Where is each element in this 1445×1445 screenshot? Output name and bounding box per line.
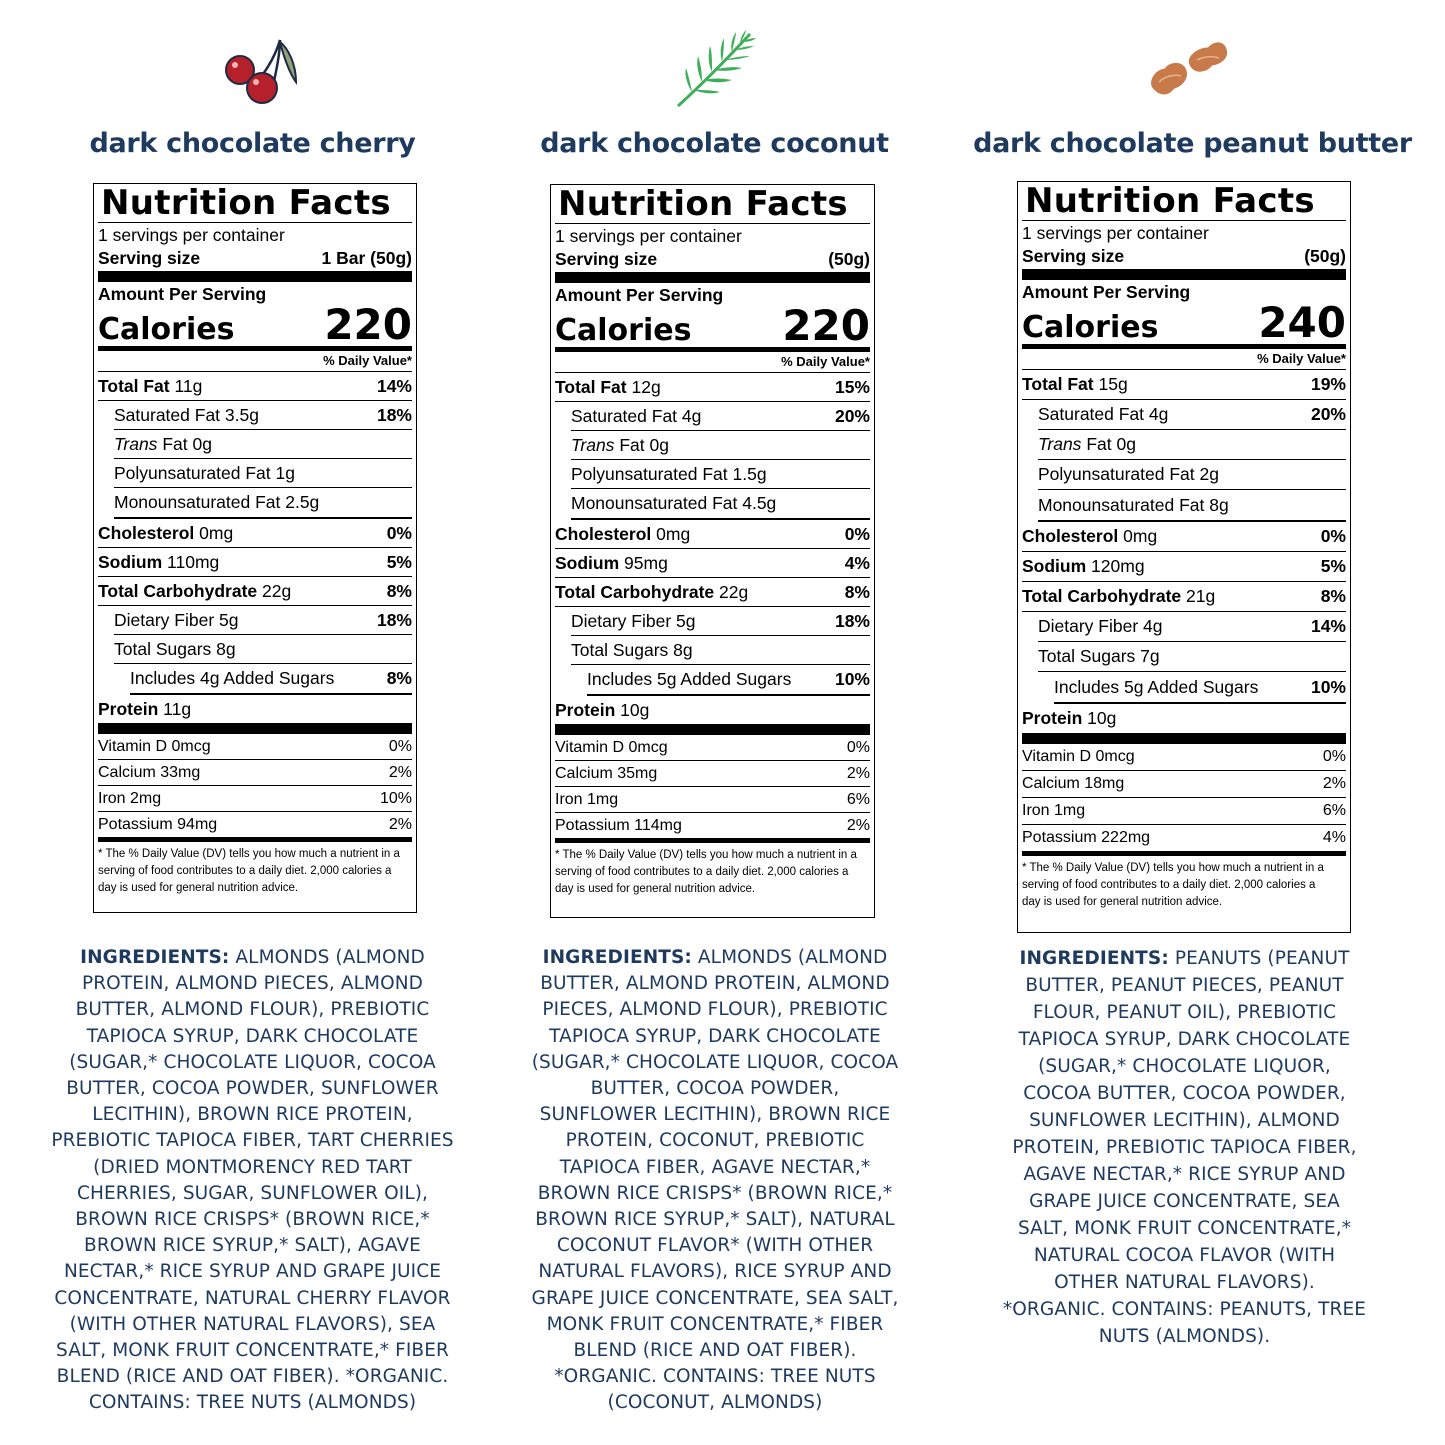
serving-size: Serving size (50g) <box>1022 245 1346 280</box>
amount-per-serving: Amount Per Serving <box>98 284 267 304</box>
vitamin-d-row: Vitamin D 0mcg 0% <box>98 734 412 760</box>
iron-row: Iron 2mg 10% <box>98 786 412 812</box>
protein-row: Protein 10g <box>1022 704 1346 744</box>
calories-row: Calories 220 <box>555 301 870 350</box>
saturated-fat-row: Saturated Fat 3.5g 18% <box>114 401 412 430</box>
palm-leaf-icon <box>670 28 758 112</box>
amount-per-serving: Amount Per Serving <box>1022 282 1191 302</box>
nutrition-facts-heading: Nutrition Facts <box>98 184 412 223</box>
daily-value-footnote: * The % Daily Value (DV) tells you how much a nutrient in a serving of food contributes to a daily diet. 2,000 calories a day is used for general nutrition advice. <box>1022 862 1324 908</box>
total-carbohydrate-row: Total Carbohydrate 21g 8% <box>1022 582 1346 612</box>
cholesterol-row: Cholesterol 0mg 0% <box>555 520 870 549</box>
daily-value-header: % Daily Value* <box>555 352 870 373</box>
peanut-icon <box>1145 40 1235 106</box>
servings-per-container: 1 servings per container <box>555 226 742 246</box>
dietary-fiber-row: Dietary Fiber 4g 14% <box>1038 612 1346 642</box>
polyunsaturated-fat-row: Polyunsaturated Fat 2g <box>1038 460 1346 490</box>
serving-size: Serving size (50g) <box>555 248 870 283</box>
cholesterol-row: Cholesterol 0mg 0% <box>1022 522 1346 552</box>
product-title: dark chocolate peanut butter <box>973 128 1412 159</box>
daily-value-footnote: * The % Daily Value (DV) tells you how much a nutrient in a serving of food contributes to a daily diet. 2,000 calories a day is used for general nutrition advice. <box>98 848 400 894</box>
protein-row: Protein 10g <box>555 696 870 735</box>
added-sugars-row: Includes 5g Added Sugars 10% <box>587 665 870 696</box>
monounsaturated-fat-row: Monounsaturated Fat 2.5g <box>114 488 412 519</box>
calcium-row: Calcium 18mg 2% <box>1022 771 1346 798</box>
saturated-fat-row: Saturated Fat 4g 20% <box>1038 400 1346 430</box>
nutrition-facts-panel <box>93 183 417 913</box>
nutrition-facts-panel <box>550 184 875 918</box>
calcium-row: Calcium 35mg 2% <box>555 761 870 787</box>
product-title: dark chocolate coconut <box>540 128 889 159</box>
potassium-row: Potassium 222mg 4% <box>1022 825 1346 856</box>
iron-row: Iron 1mg 6% <box>1022 798 1346 825</box>
monounsaturated-fat-row: Monounsaturated Fat 4.5g <box>571 489 870 520</box>
nutrition-facts-heading: Nutrition Facts <box>1022 182 1346 221</box>
total-fat-row: Total Fat 11g 14% <box>98 372 412 401</box>
amount-per-serving: Amount Per Serving <box>555 285 724 305</box>
vitamin-d-row: Vitamin D 0mcg 0% <box>555 735 870 761</box>
daily-value-header: % Daily Value* <box>98 351 412 372</box>
protein-row: Protein 11g <box>98 695 412 734</box>
nutrition-facts-panel <box>1017 181 1351 933</box>
potassium-row: Potassium 94mg 2% <box>98 812 412 842</box>
polyunsaturated-fat-row: Polyunsaturated Fat 1g <box>114 459 412 488</box>
cherry-icon <box>218 34 306 108</box>
total-sugars-row: Total Sugars 7g <box>1038 642 1346 672</box>
servings-per-container: 1 servings per container <box>98 225 285 245</box>
calcium-row: Calcium 33mg 2% <box>98 760 412 786</box>
trans-fat-row: Trans Fat 0g <box>1038 430 1346 460</box>
added-sugars-row: Includes 5g Added Sugars 10% <box>1054 672 1346 704</box>
potassium-row: Potassium 114mg 2% <box>555 813 870 843</box>
vitamin-d-row: Vitamin D 0mcg 0% <box>1022 744 1346 771</box>
daily-value-footnote: * The % Daily Value (DV) tells you how much a nutrient in a serving of food contributes to a daily diet. 2,000 calories a day is used for general nutrition advice. <box>555 849 857 895</box>
monounsaturated-fat-row: Monounsaturated Fat 8g <box>1038 490 1346 522</box>
calories-row: Calories 220 <box>98 300 412 349</box>
daily-value-header: % Daily Value* <box>1022 349 1346 370</box>
ingredients-text: INGREDIENTS: ALMONDS (ALMOND BUTTER, ALMOND PROTEIN, ALMOND PIECES, ALMOND FLOUR), PREBIOTIC TAPIOCA SYRUP, DARK CHOCOLATE (SUGAR,* CHOCOLATE LIQUOR, COCOA BUTTER, COCOA POWDER, SUNFLOWER LECITHIN), BROWN RICE PROTEIN, COCONUT, PREBIOTIC TAPIOCA FIBER, AGAVE NECTAR,* BROWN RICE CRISPS* (BROWN RICE,* BROWN RICE SYRUP,* SALT), NATURAL COCONUT FLAVOR* (WITH OTHER NATURAL FLAVORS), RICE SYRUP AND GRAPE JUICE CONCENTRATE, SEA SALT, MONK FRUIT CONCENTRATE,* FIBER BLEND (RICE AND OAT FIBER). *ORGANIC. CONTAINS: TREE NUTS (COCONUT, ALMONDS) <box>531 947 899 1414</box>
product-title: dark chocolate cherry <box>89 128 416 159</box>
calories-row: Calories 240 <box>1022 298 1346 347</box>
ingredients-text: INGREDIENTS: PEANUTS (PEANUT BUTTER, PEANUT PIECES, PEANUT FLOUR, PEANUT OIL), PREBIOTIC TAPIOCA SYRUP, DARK CHOCOLATE (SUGAR,* CHOCOLATE LIQUOR, COCOA BUTTER, COCOA POWDER, SUNFLOWER LECITHIN), ALMOND PROTEIN, PREBIOTIC TAPIOCA FIBER, AGAVE NECTAR,* RICE SYRUP AND GRAPE JUICE CONCENTRATE, SEA SALT, MONK FRUIT CONCENTRATE,* NATURAL COCOA FLAVOR (WITH OTHER NATURAL FLAVORS). *ORGANIC. CONTAINS: PEANUTS, TREE NUTS (ALMONDS). <box>1002 948 1367 1347</box>
iron-row: Iron 1mg 6% <box>555 787 870 813</box>
trans-fat-row: Trans Fat 0g <box>114 430 412 459</box>
total-sugars-row: Total Sugars 8g <box>114 635 412 664</box>
servings-per-container: 1 servings per container <box>1022 223 1209 243</box>
ingredients-text: INGREDIENTS: ALMONDS (ALMOND PROTEIN, ALMOND PIECES, ALMOND BUTTER, ALMOND FLOUR), PREBIOTIC TAPIOCA SYRUP, DARK CHOCOLATE (SUGAR,* CHOCOLATE LIQUOR, COCOA BUTTER, COCOA POWDER, SUNFLOWER LECITHIN), BROWN RICE PROTEIN, PREBIOTIC TAPIOCA FIBER, TART CHERRIES (DRIED MONTMORENCY RED TART CHERRIES, SUGAR, SUNFLOWER OIL), BROWN RICE CRISPS* (BROWN RICE,* BROWN RICE SYRUP,* SALT), AGAVE NECTAR,* RICE SYRUP AND GRAPE JUICE CONCENTRATE, NATURAL CHERRY FLAVOR (WITH OTHER NATURAL FLAVORS), SEA SALT, MONK FRUIT CONCENTRATE,* FIBER BLEND (RICE AND OAT FIBER). *ORGANIC. CONTAINS: TREE NUTS (ALMONDS) <box>51 947 454 1414</box>
total-sugars-row: Total Sugars 8g <box>571 636 870 665</box>
total-carbohydrate-row: Total Carbohydrate 22g 8% <box>98 577 412 606</box>
saturated-fat-row: Saturated Fat 4g 20% <box>571 402 870 431</box>
total-fat-row: Total Fat 15g 19% <box>1022 370 1346 400</box>
nutrition-facts-heading: Nutrition Facts <box>555 185 870 224</box>
polyunsaturated-fat-row: Polyunsaturated Fat 1.5g <box>571 460 870 489</box>
added-sugars-row: Includes 4g Added Sugars 8% <box>130 664 412 695</box>
sodium-row: Sodium 110mg 5% <box>98 548 412 577</box>
total-carbohydrate-row: Total Carbohydrate 22g 8% <box>555 578 870 607</box>
dietary-fiber-row: Dietary Fiber 5g 18% <box>114 606 412 635</box>
cholesterol-row: Cholesterol 0mg 0% <box>98 519 412 548</box>
trans-fat-row: Trans Fat 0g <box>571 431 870 460</box>
serving-size: Serving size 1 Bar (50g) <box>98 247 412 282</box>
dietary-fiber-row: Dietary Fiber 5g 18% <box>571 607 870 636</box>
sodium-row: Sodium 120mg 5% <box>1022 552 1346 582</box>
sodium-row: Sodium 95mg 4% <box>555 549 870 578</box>
total-fat-row: Total Fat 12g 15% <box>555 373 870 402</box>
